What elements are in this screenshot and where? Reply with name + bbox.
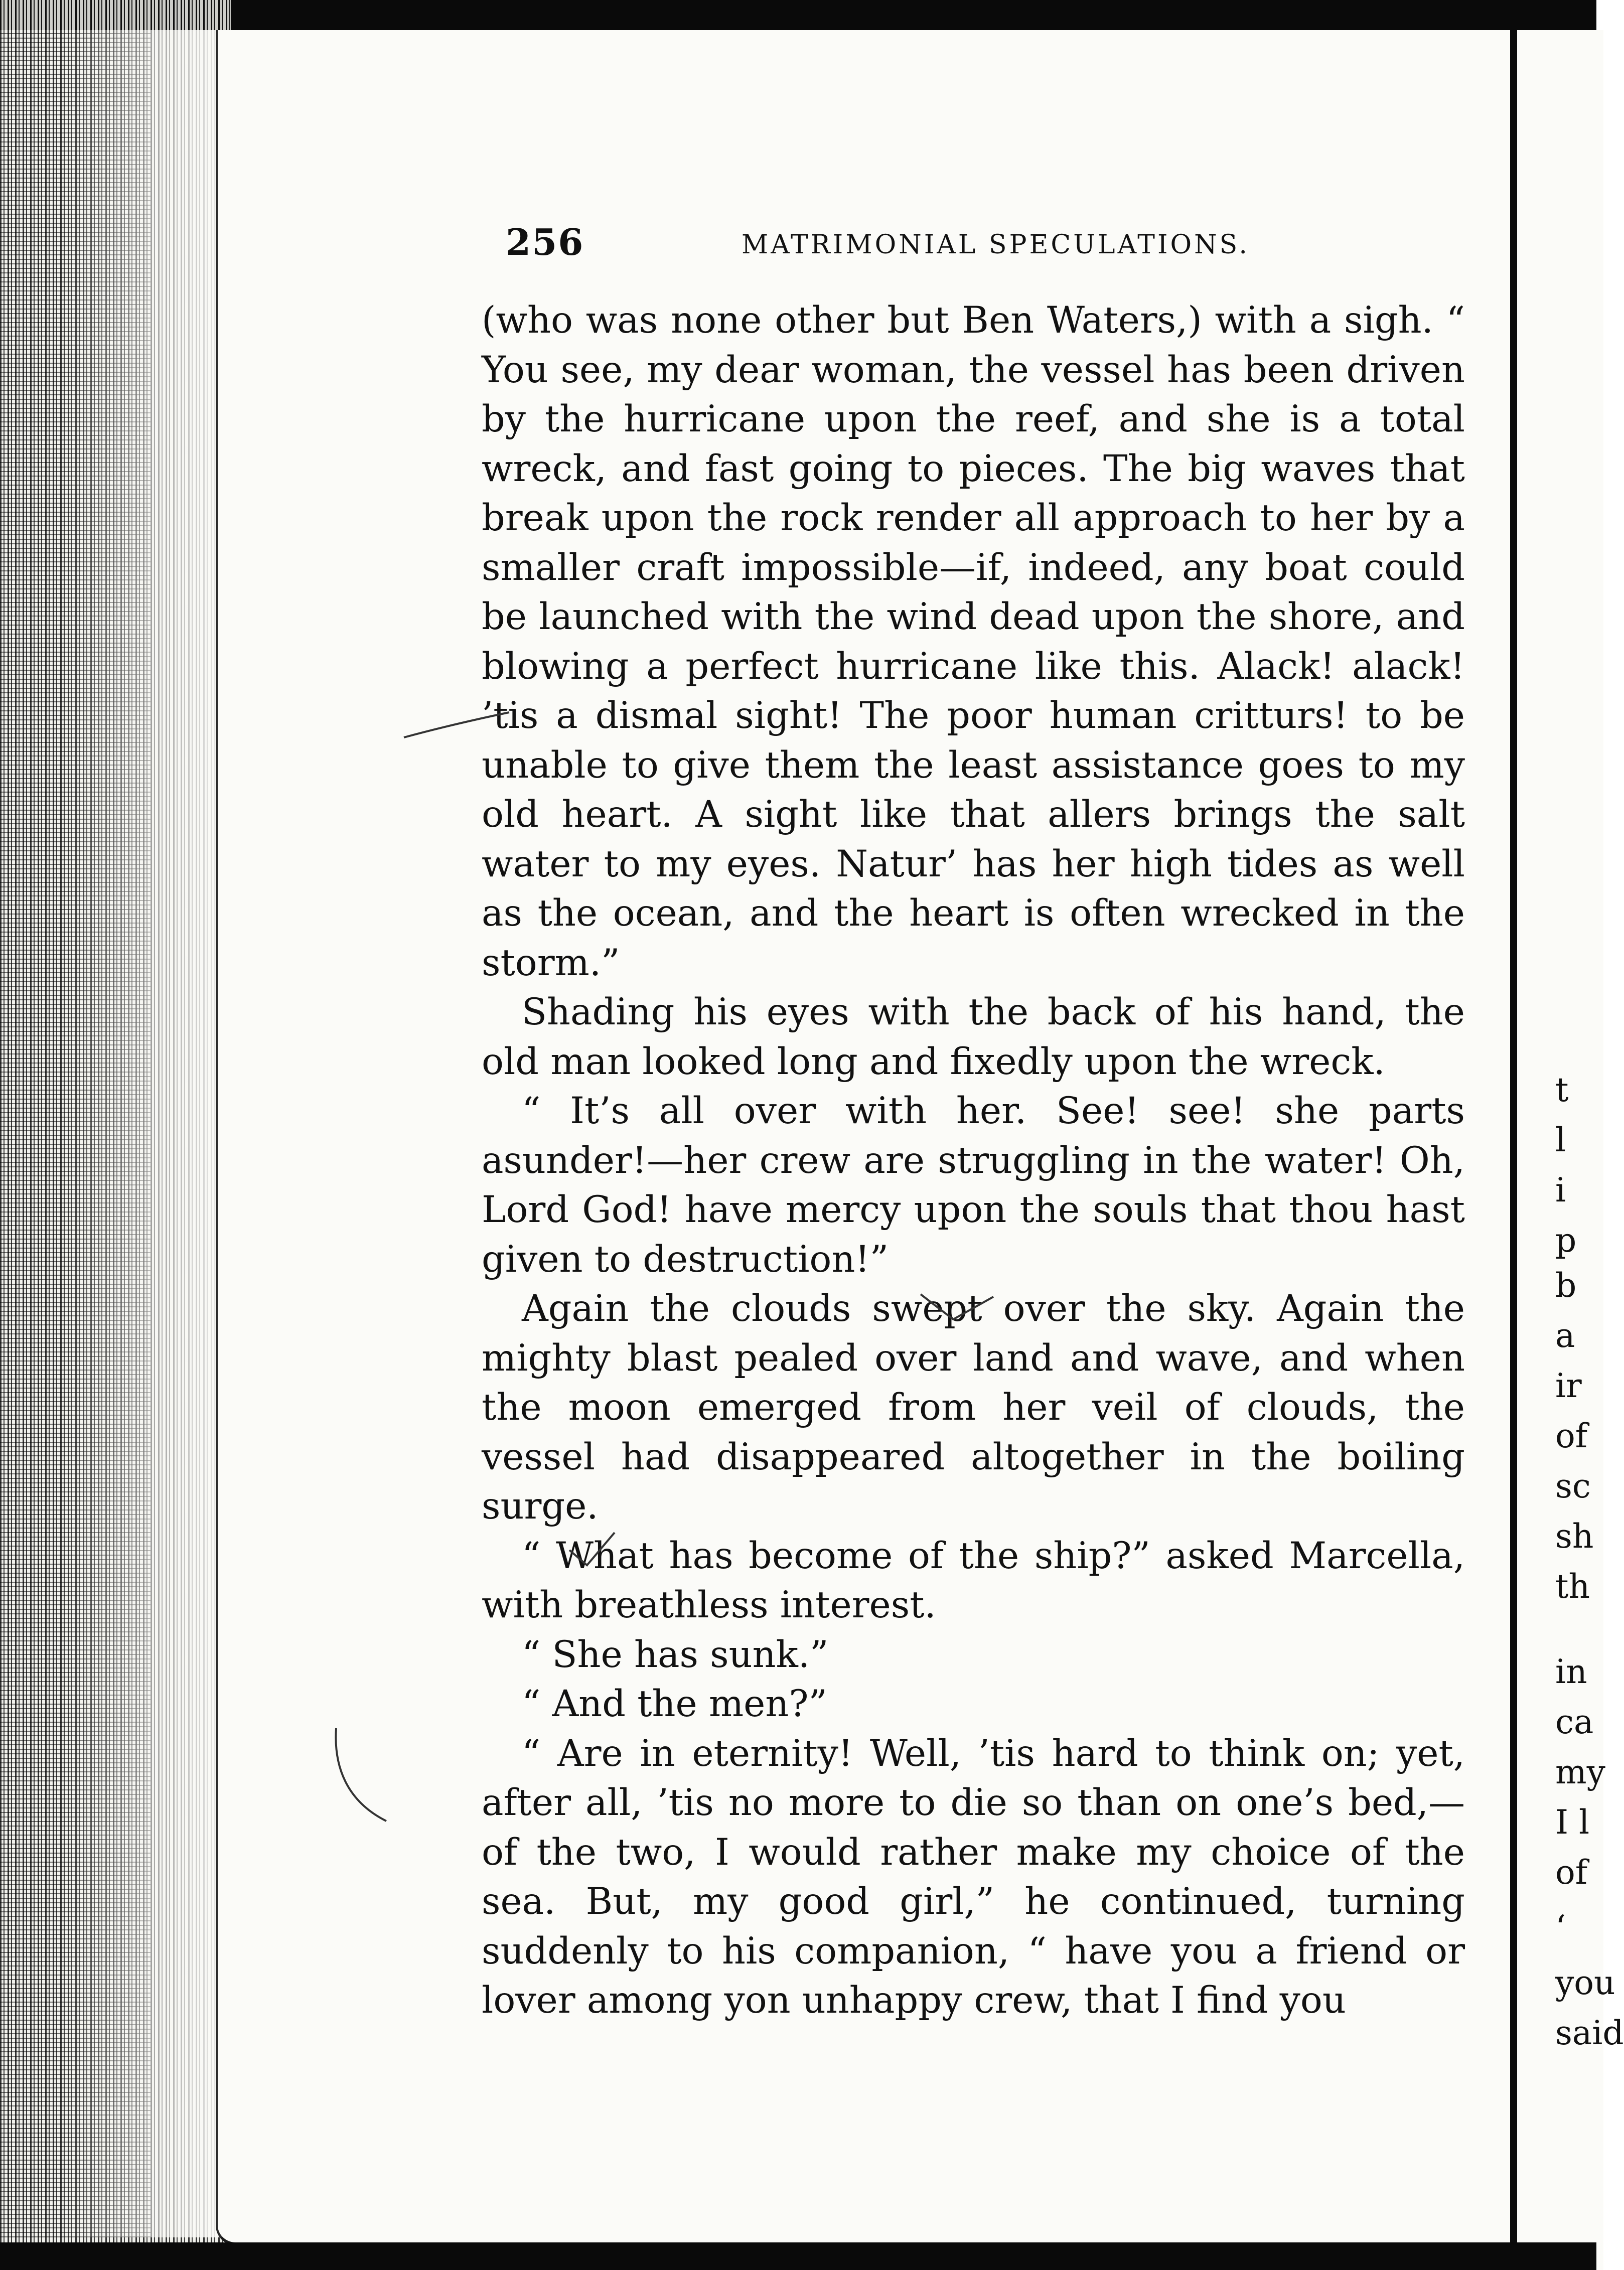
facing-page-fragment: said (1555, 2014, 1624, 2052)
page-number: 256 (506, 221, 584, 263)
paragraph: “ It’s all over with her. See! see! she parts asunder!—her crew are struggling in the water! Oh, Lord God! have mercy upon the souls that thou hast given to destruction!” (482, 1090, 1465, 1281)
facing-page-fragment: of (1555, 1417, 1588, 1455)
facing-page-fragment: t (1555, 1071, 1569, 1109)
facing-page-fragment: a (1555, 1316, 1575, 1355)
paragraph: Shading his eyes with the back of his hand, the old man looked long and fixedly upon the wreck. (482, 991, 1465, 1083)
paragraph: Again the clouds swept over the sky. Again the mighty blast pealed over land and wave, and when the moon emerged from her veil of clouds, the vessel had disappeared altogether in the boiling surge. (482, 1287, 1465, 1528)
facing-page-fragment: I l (1555, 1803, 1590, 1842)
paragraph: “ What has become of the ship?” asked Marcella, with breathless interest. (482, 1534, 1465, 1626)
facing-page-fragment: my (1555, 1753, 1605, 1791)
facing-page-fragment: of (1555, 1853, 1588, 1892)
scanner-background-bottom (0, 2242, 1596, 2270)
running-head (506, 221, 1484, 271)
paragraph: “ And the men?” (522, 1683, 827, 1725)
body-text (482, 296, 1465, 2026)
running-title: MATRIMONIAL SPECULATIONS. (742, 230, 1250, 260)
facing-page-fragment: sc (1555, 1467, 1591, 1505)
paragraph: “ Are in eternity! Well, ’tis hard to think on; yet, after all, ’tis no more to die so than on one’s bed,—of the two, I would rather make my choice of the sea. But, my good girl,” he continued, turning suddenly to his companion, “ have you a friend or lover among yon unhappy crew, that I find you (482, 1732, 1465, 2022)
facing-page-fragment: th (1555, 1567, 1590, 1606)
paragraph: (who was none other but Ben Waters,) with a sigh. “ You see, my dear woman, the vessel has been driven by the hurricane upon the reef, and she is a total wreck, and fast going to pieces. The big waves that break upon the rock render all approach to her by a smaller craft impossible—if, indeed, any boat could be launched with the wind dead upon the shore, and blowing a perfect hurricane like this. Alack! alack! ’tis a dismal sight! The poor human critturs! to be unable to give them the least assistance goes to my old heart. A sight like that allers brings the salt water to my eyes. Natur’ has her high tides as well as the ocean, and the heart is often wrecked in the storm.” (482, 299, 1465, 984)
gutter-shadow (60, 30, 241, 2237)
facing-page-fragment: i (1555, 1171, 1566, 1209)
scanner-background-top (0, 0, 1596, 30)
facing-page-fragment: ‘ (1555, 1908, 1566, 1947)
facing-page-fragment: b (1555, 1266, 1577, 1305)
facing-page-fragment: sh (1555, 1517, 1594, 1556)
paragraph: “ She has sunk.” (522, 1633, 829, 1676)
facing-page-fragment: you (1555, 1963, 1615, 2002)
facing-page-fragment: in (1555, 1652, 1587, 1691)
facing-page-fragment: ir (1555, 1367, 1582, 1405)
facing-page-fragment: ca (1555, 1703, 1594, 1741)
facing-page-fragment: p (1555, 1221, 1577, 1260)
facing-page-fragment: l (1555, 1121, 1566, 1159)
